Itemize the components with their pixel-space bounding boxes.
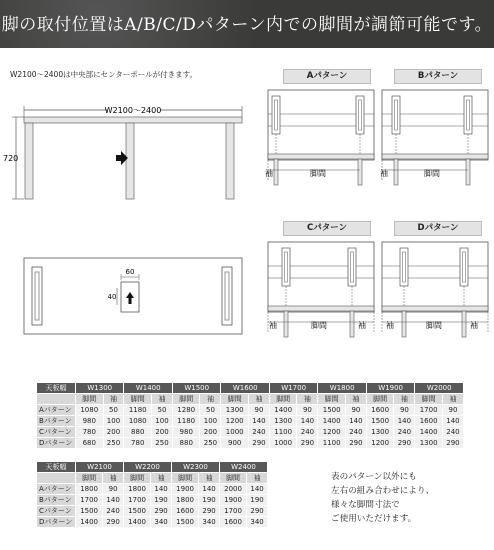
pattern-d-label: Dパターン — [394, 221, 482, 236]
table-cell: 200 — [103, 427, 124, 438]
table-subheader: 脚間 — [171, 473, 198, 484]
table-cell: 250 — [103, 438, 124, 449]
table-cell: 780 — [76, 427, 104, 438]
table-cell: 290 — [394, 438, 415, 449]
table-cell: 1100 — [269, 427, 297, 438]
footnote-line: ご使用いただけます。 — [331, 514, 417, 524]
table2-width: W2400 — [219, 462, 267, 473]
row-label: Bパターン — [37, 495, 76, 506]
table-cell: 1500 — [171, 517, 198, 528]
table-cell: 90 — [297, 405, 318, 416]
table-row — [37, 484, 268, 495]
table-cell: 90 — [345, 405, 366, 416]
table-cell: 1800 — [171, 495, 198, 506]
table-cell: 1300 — [366, 427, 394, 438]
table-subheader: 袖 — [248, 394, 269, 405]
table2-width: W2300 — [171, 462, 219, 473]
table-cell: 1900 — [219, 495, 246, 506]
table1-width: W1300 — [76, 383, 124, 394]
table-cell: 1800 — [123, 484, 150, 495]
table-cell: 140 — [297, 416, 318, 427]
table-row — [37, 517, 268, 528]
pattern-d-sode2-label: 袖 — [470, 321, 478, 330]
table-cell: 100 — [200, 416, 221, 427]
leg-spacing-table-1 — [36, 382, 464, 449]
table-subheader: 脚間 — [219, 473, 246, 484]
pattern-c-label: Cパターン — [283, 221, 371, 236]
center-pole — [126, 123, 134, 199]
table-subheader: 脚間 — [76, 394, 104, 405]
table-row — [37, 427, 464, 438]
table-subheader: 袖 — [103, 394, 124, 405]
table-cell: 140 — [345, 416, 366, 427]
table-cell: 190 — [151, 495, 172, 506]
table-cell: 140 — [151, 484, 172, 495]
table-cell: 1600 — [219, 517, 246, 528]
table1-width: W1500 — [172, 383, 220, 394]
table1-width: W1600 — [221, 383, 269, 394]
table2-corner: 天板幅 — [37, 462, 76, 473]
pattern-a-diagram — [264, 86, 379, 201]
table-cell: 100 — [151, 416, 172, 427]
table-cell: 250 — [151, 438, 172, 449]
table-cell: 1500 — [76, 506, 103, 517]
table-cell: 240 — [248, 427, 269, 438]
table-cell: 1600 — [415, 416, 443, 427]
table1-width: W1700 — [269, 383, 317, 394]
table-subheader: 袖 — [297, 394, 318, 405]
footnote-line: 様々な脚間寸法で — [331, 500, 400, 510]
table-cell: 1200 — [366, 438, 394, 449]
table-subheader: 脚間 — [124, 394, 152, 405]
table-subheader: 脚間 — [76, 473, 103, 484]
table-subheader: 袖 — [442, 394, 463, 405]
table-cell: 780 — [124, 438, 152, 449]
table-cell: 50 — [103, 405, 124, 416]
front-view-diagram — [0, 80, 250, 205]
table-cell: 1080 — [124, 416, 152, 427]
table-cell: 1900 — [171, 484, 198, 495]
table-cell: 1600 — [171, 506, 198, 517]
table-cell: 140 — [248, 416, 269, 427]
front-view-note: W2100〜2400は中央部にセンターポールが付きます。 — [10, 70, 198, 79]
table-subheader: 袖 — [199, 473, 220, 484]
table-cell: 200 — [151, 427, 172, 438]
table-cell: 1300 — [221, 405, 249, 416]
pattern-b-label: Bパターン — [394, 69, 482, 84]
table-subheader: 袖 — [200, 394, 221, 405]
table-cell: 340 — [151, 517, 172, 528]
table-subheader: 脚間 — [366, 394, 394, 405]
table-cell: 900 — [221, 438, 249, 449]
table-subheader: 袖 — [103, 473, 124, 484]
row-label: Dパターン — [37, 517, 76, 528]
table-row — [37, 506, 268, 517]
leg-left — [25, 123, 33, 199]
table-cell: 90 — [248, 405, 269, 416]
pattern-a-label: Aパターン — [283, 69, 371, 84]
table-cell: 240 — [103, 506, 124, 517]
table-cell: 1700 — [219, 506, 246, 517]
table-cell: 200 — [200, 427, 221, 438]
table-cell: 1700 — [123, 495, 150, 506]
table-cell: 1080 — [76, 405, 104, 416]
table2-width: W2200 — [123, 462, 171, 473]
table-cell: 290 — [151, 506, 172, 517]
table-cell: 1100 — [318, 438, 346, 449]
table-subheader: 袖 — [247, 473, 268, 484]
table-cell: 340 — [199, 517, 220, 528]
table1-width: W1900 — [366, 383, 414, 394]
table-cell: 140 — [199, 484, 220, 495]
table1-corner: 天板幅 — [37, 383, 76, 394]
table-subheader: 袖 — [151, 394, 172, 405]
table-cell: 100 — [103, 416, 124, 427]
pattern-b-sode-label: 袖 — [380, 169, 388, 178]
table-cell: 240 — [442, 427, 463, 438]
pattern-d-sode-label: 袖 — [386, 321, 394, 330]
table-cell: 140 — [394, 416, 415, 427]
table-cell: 1280 — [172, 405, 200, 416]
row-label: Bパターン — [37, 416, 76, 427]
table-cell: 240 — [345, 427, 366, 438]
table-cell: 50 — [151, 405, 172, 416]
table-cell: 1400 — [76, 517, 103, 528]
table-subheader: 脚間 — [221, 394, 249, 405]
table-cell: 90 — [394, 405, 415, 416]
table-subheader: 脚間 — [123, 473, 150, 484]
table-cell: 880 — [124, 427, 152, 438]
center-depth-label: 40 — [107, 293, 117, 301]
table-cell: 1180 — [172, 416, 200, 427]
table-cell: 290 — [247, 506, 268, 517]
row-label: Aパターン — [37, 405, 76, 416]
table-cell: 290 — [297, 438, 318, 449]
table-cell: 290 — [442, 438, 463, 449]
table-row — [37, 405, 464, 416]
footnote-line: 表のパターン以外にも — [331, 472, 417, 482]
table-cell: 190 — [199, 495, 220, 506]
table-cell: 1700 — [76, 495, 103, 506]
table-cell: 1400 — [415, 427, 443, 438]
table-subheader: 脚間 — [269, 394, 297, 405]
table-cell: 240 — [394, 427, 415, 438]
table1-width: W2000 — [415, 383, 464, 394]
pattern-c-sode-label: 袖 — [269, 321, 277, 330]
pattern-b-kyakkan-label: 脚間 — [424, 169, 440, 178]
table-cell: 880 — [172, 438, 200, 449]
table-cell: 1400 — [123, 517, 150, 528]
table-cell: 1200 — [318, 427, 346, 438]
table-cell: 1500 — [366, 416, 394, 427]
table-cell: 290 — [199, 506, 220, 517]
table-cell: 1400 — [318, 416, 346, 427]
table-cell: 1700 — [415, 405, 443, 416]
table-cell: 90 — [442, 405, 463, 416]
table-cell: 250 — [200, 438, 221, 449]
table-cell: 1300 — [269, 416, 297, 427]
table-cell: 1500 — [123, 506, 150, 517]
pattern-a-kyakkan-label: 脚間 — [310, 169, 326, 178]
footnote — [331, 470, 434, 526]
row-label: Dパターン — [37, 438, 76, 449]
table-cell: 1300 — [415, 438, 443, 449]
table-cell: 2000 — [219, 484, 246, 495]
pattern-a-sode-label: 袖 — [265, 169, 273, 178]
title-banner — [0, 0, 494, 48]
table-cell: 240 — [297, 427, 318, 438]
table-subheader: 袖 — [345, 394, 366, 405]
table-cell: 290 — [345, 438, 366, 449]
pattern-c-diagram — [264, 238, 379, 353]
pattern-c-sode2-label: 袖 — [358, 321, 366, 330]
row-label: Cパターン — [37, 427, 76, 438]
table-subheader: 袖 — [394, 394, 415, 405]
table-cell: 140 — [103, 495, 124, 506]
table-cell: 90 — [103, 484, 124, 495]
table-subheader: 脚間 — [172, 394, 200, 405]
table1-width: W1400 — [124, 383, 172, 394]
center-width-label: 60 — [125, 268, 135, 276]
top-view-diagram — [0, 250, 250, 345]
table-cell: 1500 — [318, 405, 346, 416]
table-cell: 1000 — [269, 438, 297, 449]
table-cell: 1800 — [76, 484, 103, 495]
table-cell: 190 — [247, 495, 268, 506]
footnote-line: 左右の組み合わせにより、 — [331, 486, 435, 496]
table-cell: 140 — [247, 484, 268, 495]
row-label: Cパターン — [37, 506, 76, 517]
table-cell: 1200 — [221, 416, 249, 427]
table-cell: 290 — [248, 438, 269, 449]
table-row — [37, 438, 464, 449]
table-subheader: 脚間 — [318, 394, 346, 405]
table-cell: 1400 — [269, 405, 297, 416]
pattern-d-kyakkan-label: 脚間 — [426, 321, 442, 330]
table-top — [24, 117, 242, 123]
table-cell: 1180 — [124, 405, 152, 416]
row-label: Aパターン — [37, 484, 76, 495]
table-cell: 140 — [442, 416, 463, 427]
banner-title: 脚の取付位置はA/B/C/Dパターン内での脚間が調節可能です。 — [1, 15, 493, 35]
table2-width: W2100 — [76, 462, 124, 473]
table-cell: 1600 — [366, 405, 394, 416]
table-cell: 980 — [76, 416, 104, 427]
table-cell: 1000 — [221, 427, 249, 438]
table-cell: 340 — [247, 517, 268, 528]
leg-right — [226, 123, 234, 199]
table-row — [37, 495, 268, 506]
table-cell: 50 — [200, 405, 221, 416]
pattern-d-diagram — [378, 238, 493, 353]
table1-width: W1800 — [318, 383, 366, 394]
table-cell: 680 — [76, 438, 104, 449]
leg-spacing-table-2 — [36, 461, 268, 528]
width-label: W2100〜2400 — [104, 106, 162, 115]
table-cell: 290 — [103, 517, 124, 528]
table-row — [37, 416, 464, 427]
table-subheader: 脚間 — [415, 394, 443, 405]
table-cell: 980 — [172, 427, 200, 438]
pattern-c-kyakkan-label: 脚間 — [311, 321, 327, 330]
height-label: 720 — [3, 154, 19, 163]
pattern-b-diagram — [378, 86, 493, 201]
table-subheader: 袖 — [151, 473, 172, 484]
